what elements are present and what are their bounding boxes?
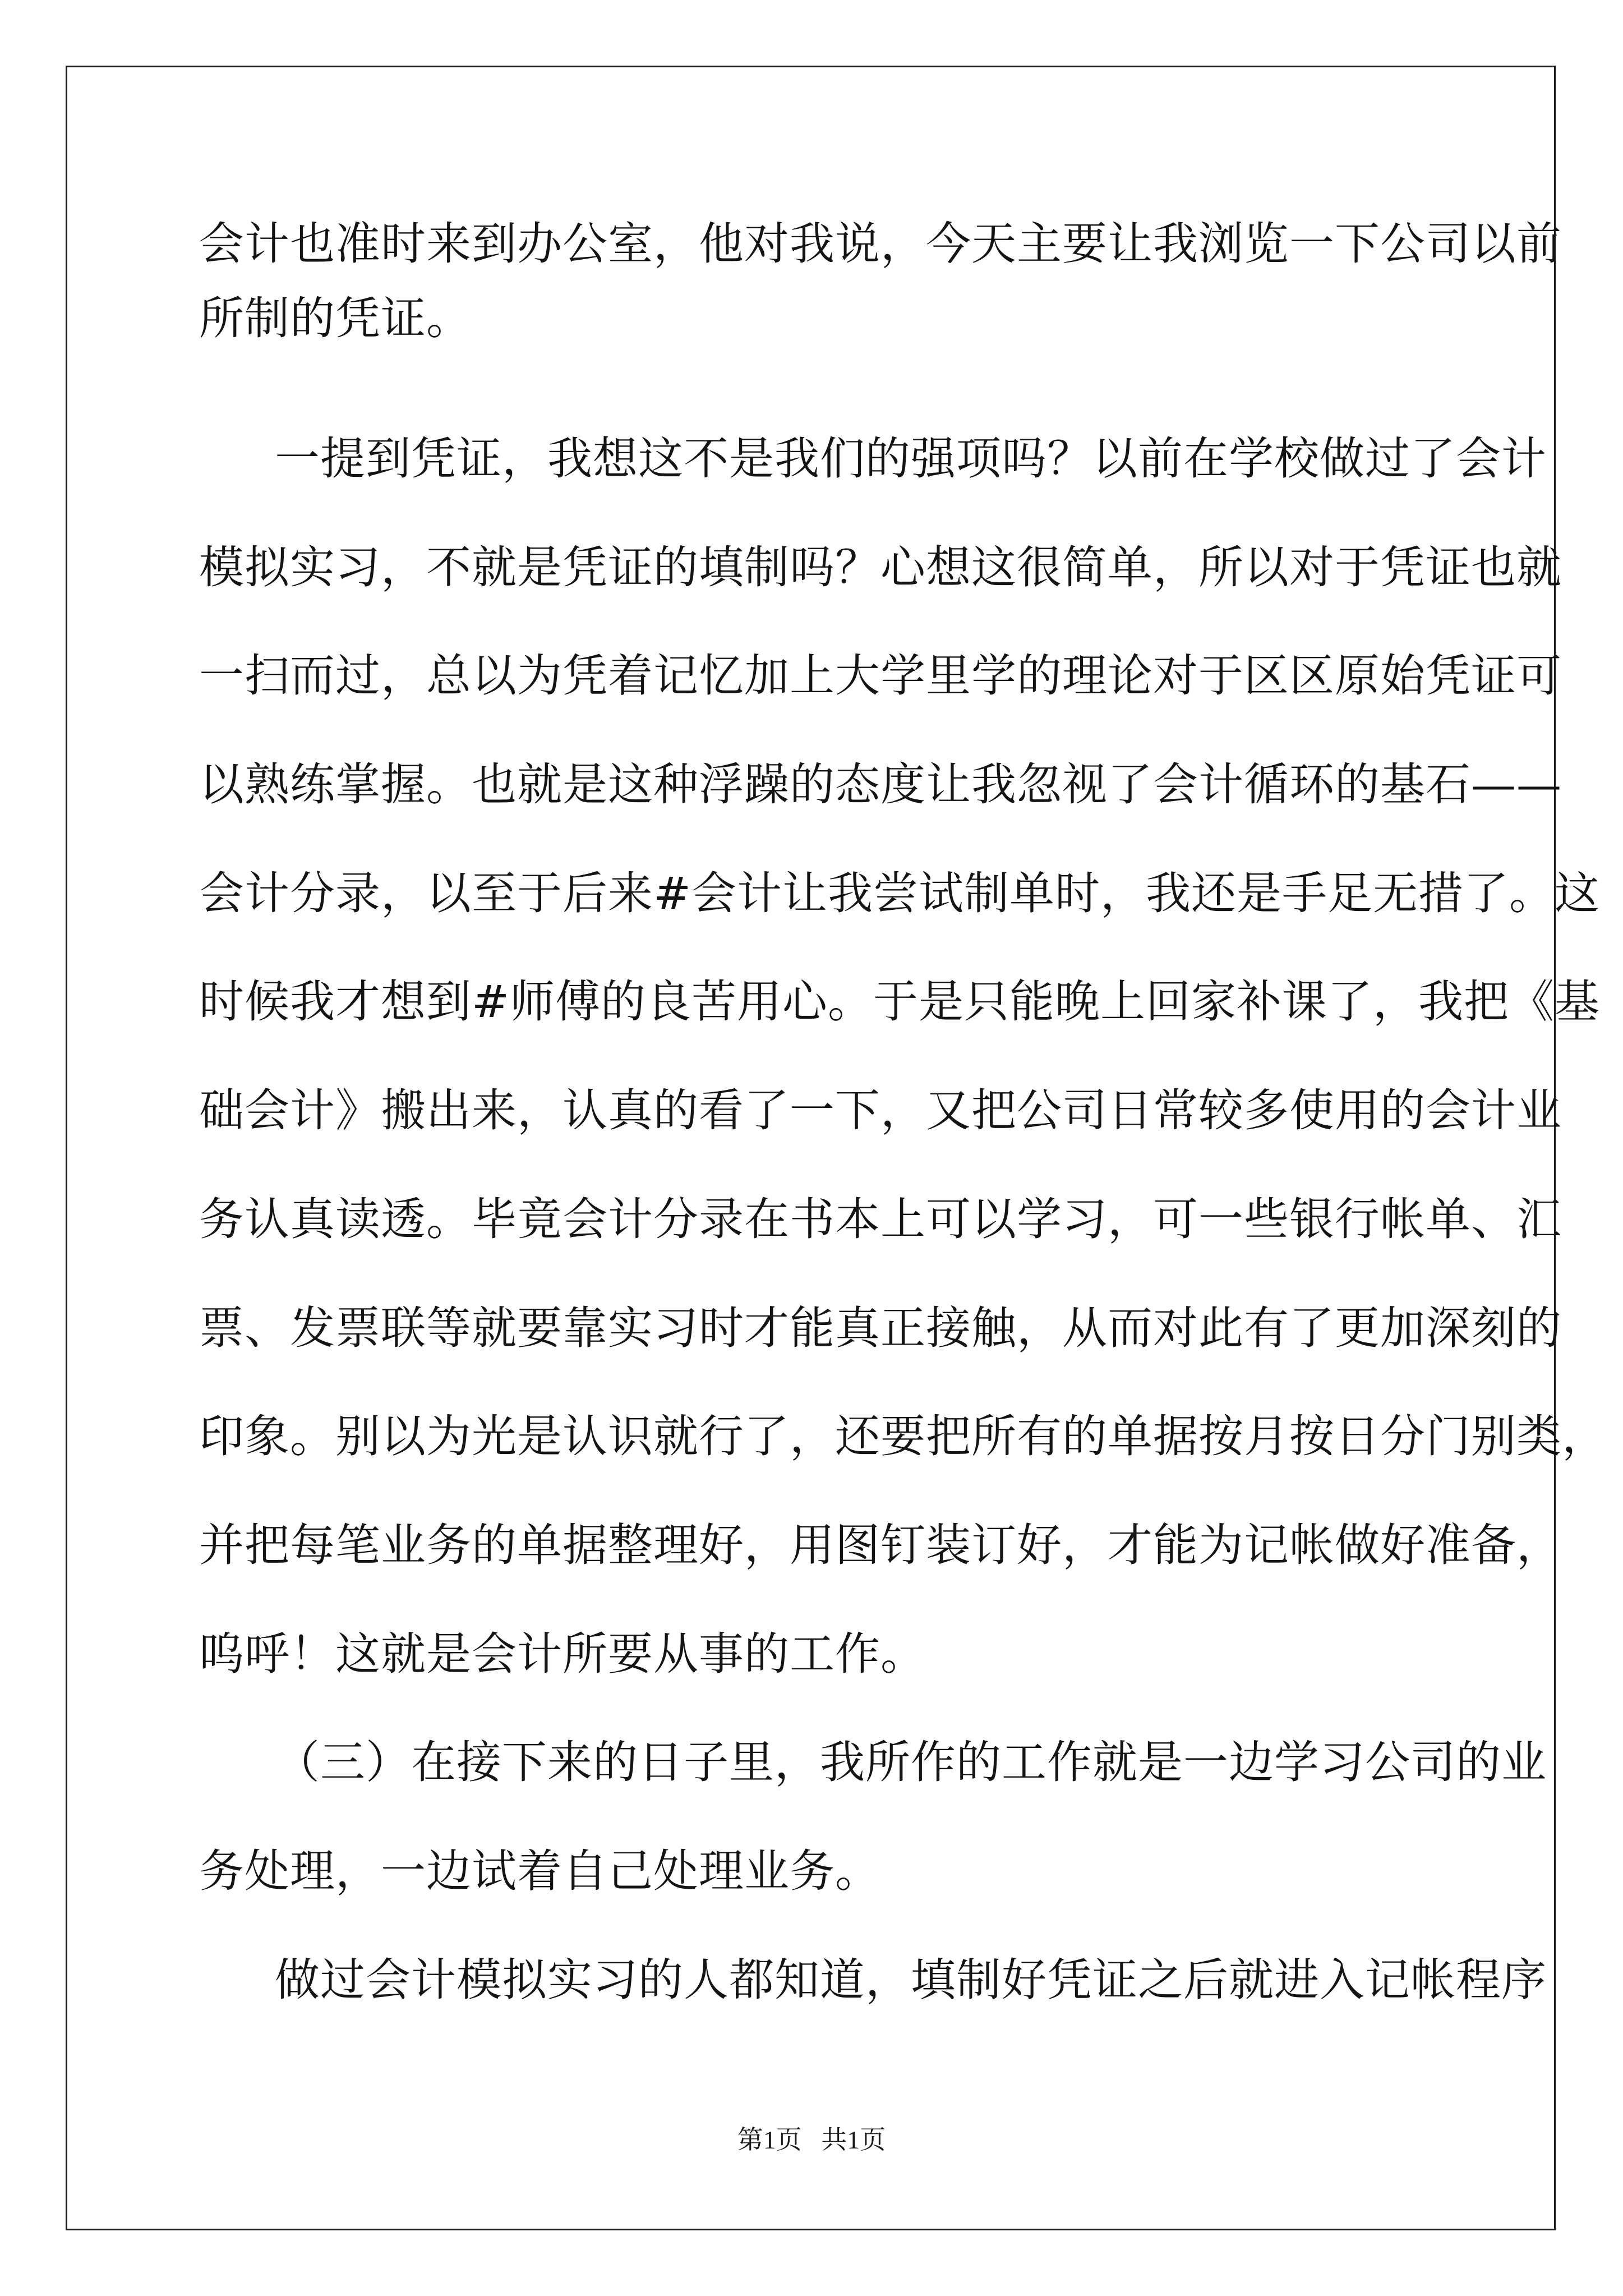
text-line: 一扫而过，总以为凭着记忆加上大学里学的理论对于区区原始凭证可 [199, 650, 1562, 702]
text-line: 做过会计模拟实习的人都知道，填制好凭证之后就进入记帐程序 [275, 1954, 1547, 2006]
text-line: 一提到凭证，我想这不是我们的强项吗？以前在学校做过了会计 [275, 432, 1547, 485]
text-line: （三）在接下来的日子里，我所作的工作就是一边学习公司的业 [275, 1736, 1547, 1788]
text-line: 础会计》搬出来，认真的看了一下，又把公司日常较多使用的会计业 [199, 1084, 1562, 1137]
text-line: 会计也准时来到办公室，他对我说，今天主要让我浏览一下公司以前 [199, 218, 1562, 270]
page-number: 第1页 共1页 [737, 2125, 886, 2154]
text-line: 会计分录，以至于后来#会计让我尝试制单时，我还是手足无措了。这 [199, 867, 1601, 919]
text-line: 模拟实习，不就是凭证的填制吗？心想这很简单，所以对于凭证也就 [199, 541, 1562, 593]
text-line: 印象。别以为光是认识就行了，还要把所有的单据按月按日分门别类， [199, 1410, 1607, 1462]
text-line: 务认真读透。毕竟会计分录在书本上可以学习，可一些银行帐单、汇 [199, 1193, 1562, 1245]
page-border [66, 66, 1607, 2230]
text-line: 所制的凭证。 [199, 292, 472, 344]
text-line: 时候我才想到#师傅的良苦用心。于是只能晚上回家补课了，我把《基 [199, 976, 1601, 1028]
text-line: 并把每笔业务的单据整理好，用图钉装订好，才能为记帐做好准备， [199, 1519, 1562, 1571]
text-line: 票、发票联等就要靠实习时才能真正接触，从而对此有了更加深刻的 [199, 1302, 1562, 1354]
text-line: 务处理，一边试着自己处理业务。 [199, 1845, 880, 1897]
text-line: 呜呼！这就是会计所要从事的工作。 [199, 1628, 926, 1680]
text-line: 以熟练掌握。也就是这种浮躁的态度让我忽视了会计循环的基石—— [199, 758, 1562, 811]
